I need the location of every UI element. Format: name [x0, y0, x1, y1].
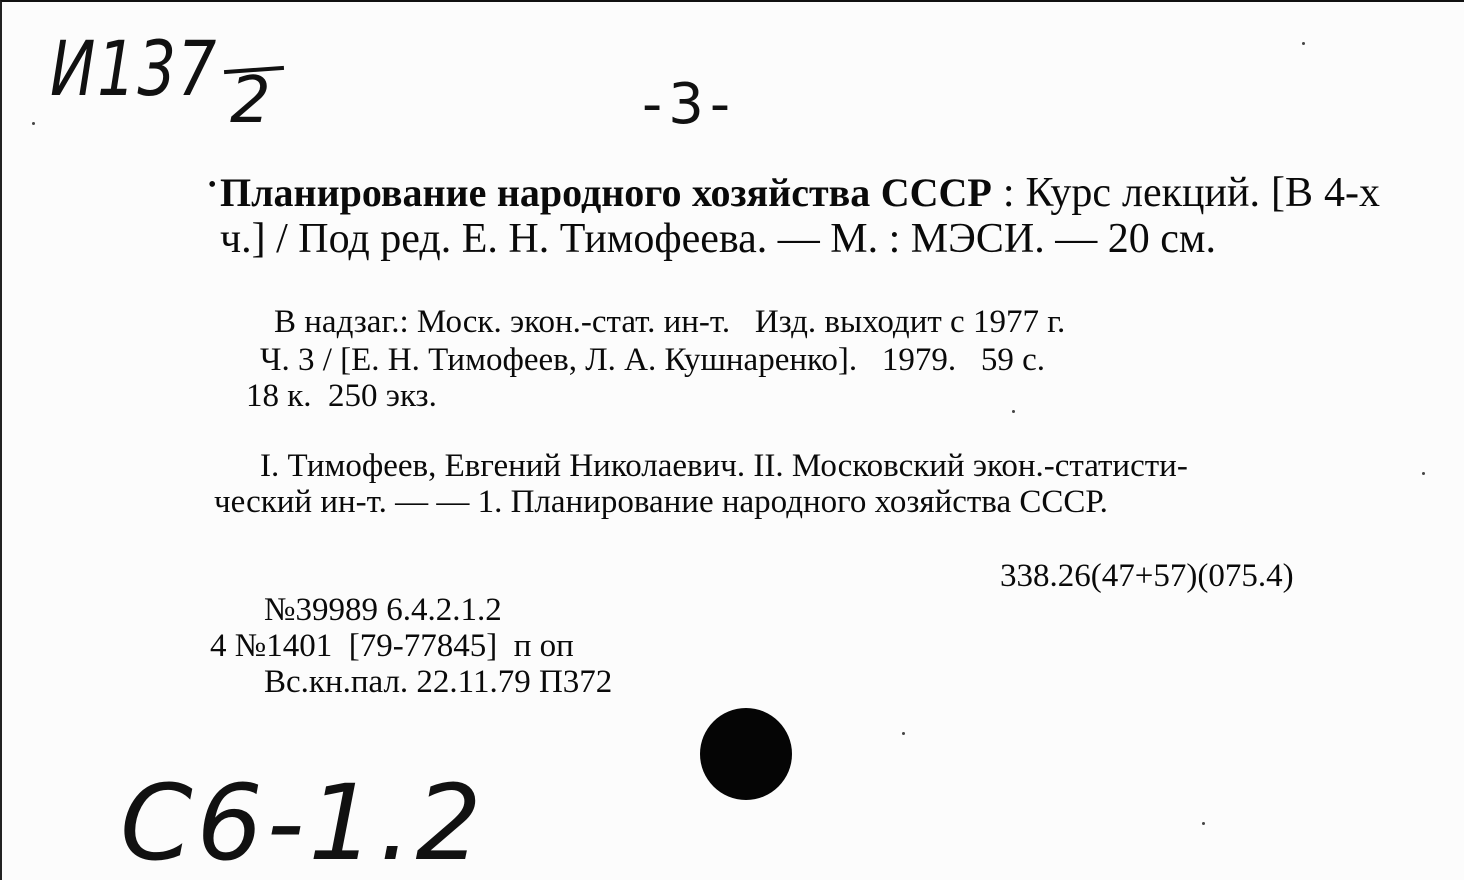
speck	[1012, 410, 1015, 413]
tracing-line-1: I. Тимофеев, Евгений Николаевич. II. Московский экон.-статисти-	[260, 448, 1188, 484]
speck	[1302, 42, 1305, 45]
record-number: №39989 6.4.2.1.2	[264, 592, 502, 628]
tracing-line-2: ческий ин-т. — — 1. Планирование народного хозяйства СССР.	[214, 484, 1108, 520]
handwritten-shelf-mark: С6-1.2	[120, 762, 486, 884]
note-line: В надзаг.: Моск. экон.-стат. ин-т. Изд. выходит с 1977 г.	[274, 304, 1066, 340]
chamber-line: Вс.кн.пал. 22.11.79 П372	[264, 664, 613, 700]
handwritten-page-number: -3-	[642, 72, 737, 137]
speck	[902, 732, 905, 735]
part-line: Ч. 3 / [Е. Н. Тимофеев, Л. А. Кушнаренко]. 1979. 59 с.	[260, 342, 1045, 378]
handwritten-call-number-sub: 2	[230, 64, 271, 138]
order-line: 4 №1401 [79-77845] п оп	[210, 628, 574, 664]
speck	[1202, 822, 1205, 825]
speck	[32, 122, 35, 125]
speck	[1422, 472, 1425, 475]
title-rest: : Курс лекций. [В 4-х ч.] / Под ред. Е. Н. Тимофеева. — М. : МЭСИ. — 20 см.	[220, 170, 1380, 262]
handwritten-call-number: И137	[50, 24, 218, 113]
classification-index: 338.26(47+57)(075.4)	[1000, 558, 1294, 594]
price-line: 18 к. 250 экз.	[246, 378, 437, 414]
bibliographic-title	[220, 170, 1380, 262]
punch-hole	[700, 708, 792, 800]
title-main: Планирование народного хозяйства СССР	[220, 170, 992, 215]
bullet-dot: •	[208, 172, 217, 198]
